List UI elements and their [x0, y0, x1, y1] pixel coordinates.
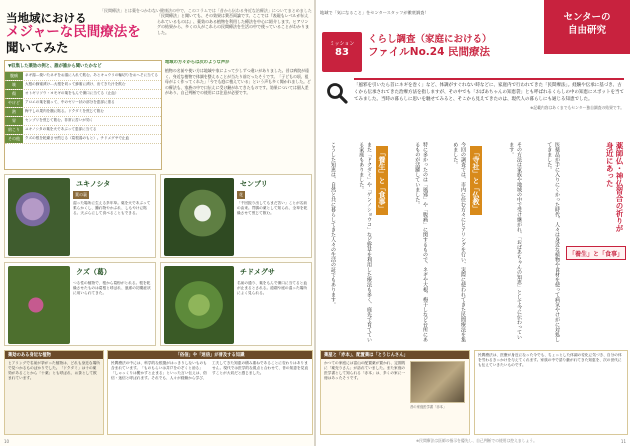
vertical-paragraph: 特に多かったのは「風邪」や「腹痛」に関するもので、ネギや大根、梅干しなど台所にあるものが活躍していました。: [414, 142, 428, 342]
right-page: [316, 0, 630, 446]
medicinal-plants-box: [4, 350, 104, 435]
mission-number: 83: [335, 47, 349, 58]
folk-belief-title: 「俗信」や「迷信」が普及する知識: [108, 351, 312, 359]
vertical-paragraph: また「ドクダミ」や「ゲンノショウコ」など野草を利用した療法も多く、庭先で育てている家庭もありました。: [358, 142, 372, 342]
folk-belief-text: 民間療法の中には、科学的な根拠がはっきりしないものも含まれています。「ものもらいは井戸をのぞくと治る」「しゃっくりは驚かすと止まる」といった言い伝えは、俗信・迷信と呼ばれます。それでも、人々が経験から学び、工夫してきた知恵の積み重ねであることに変わりはありません。現代では医学的な視点と合わせて、昔の知恵を見直すことが大切だと感じました。: [111, 361, 309, 381]
vertical-paragraph: こうした知恵は、自然と共に暮らしてきた人々の生活の証でもあります。: [330, 142, 336, 307]
plant-card-yukinoshita: [4, 174, 156, 258]
closing-box: [474, 350, 628, 435]
remedy-row: [5, 135, 161, 144]
plant-description: 湿った場所に生える多年草。葉を火であぶって柔らかくし、腫れ物やかぶれ、しもやけに貼る。天ぷらにして食べることもできる。: [73, 201, 151, 216]
mission-label: ミッション: [329, 41, 355, 47]
plant-photo: [8, 266, 70, 344]
center-badge-line1: センターの: [563, 12, 611, 23]
page-number-left: 10: [4, 439, 10, 444]
plant-card-chidomegusa: [160, 262, 312, 346]
remedy-list-heading: ▼収集した薬効の例と、誰が誰から聞いたかなど: [5, 61, 161, 72]
medicine-seller-text: かつての家庭には富山の配置薬が置かれ、定期的に「薬売りさん」が訪れていました。また家庭の医学書として知られる「赤本」は、多くの家に一冊はあったそうです。: [324, 361, 406, 381]
plant-caption: 葉の裏: [75, 192, 87, 197]
vertical-paragraph: その方法は家族や地域の中で受け継がれ、「おばあちゃんの知恵」として今に伝わっています。: [508, 142, 522, 340]
center-badge-line2: 自由研究: [567, 24, 606, 36]
remedy-text: オトギリソウ・ヨモギの葉をもんで傷口に当てる（止血）: [25, 91, 119, 95]
plant-name: クズ（葛）: [73, 267, 114, 277]
remedy-category: 咳: [5, 81, 23, 89]
left-page: [0, 0, 314, 446]
plant-name: ユキノシタ: [73, 179, 113, 189]
side-heading-boxed: 「養生」と「食事」: [566, 246, 626, 260]
medicinal-plants-text: ヒアリングで名前が挙がった植物は、どれも身近な場所で見つかるものばかりでした。「ドクダミ」は十の薬効があることから「十薬」とも呼ばれ、お茶として飲まれています。: [8, 361, 100, 381]
closing-text: 民間療法は、医療が身近になった今でも、ちょっとした体調の変化に気づき、自分の体を労わるきっかけを与えてくれます。家族の中で語り継がれてきた知恵を、次の世代にも伝えていきたいものです。: [478, 353, 622, 368]
remedy-row: [5, 108, 161, 117]
vertical-paragraph: 医薬品が手に入りにくかった時代、人々は身近な植物や食材を使って病気やけがに対処してきました。: [546, 142, 560, 342]
plant-photo: [164, 266, 234, 344]
folk-belief-box: [107, 350, 313, 435]
plant-description: つる性の植物で、根から葛粉がとれる。根を乾燥させたものは葛根と呼ばれ、風邪の初期症状に用いられてきた。: [73, 281, 151, 296]
remedy-row: [5, 72, 161, 81]
remedy-text: アロエの葉を割って、中のゼリー状の部分を患部に塗る: [25, 100, 115, 104]
left-header-line: 「民間療法」とは薬をつかわない健康法の中で、このコラムでは「昔から伝わる身近な治療法」についてまとめました: [100, 8, 312, 13]
medicinal-plants-title: 薬効のある身近な植物: [5, 351, 103, 359]
magnifier-icon: [326, 82, 348, 104]
vertical-subhead: 「寺社」と「仏教」: [470, 146, 482, 215]
remedy-row: [5, 117, 161, 126]
intro-text: 「民間療法」と聞いても、その効果は賛否両論です。ここでは『表現もレベルが伝えられているものは』、薬効のある植物を利用した療法を中心に紹介します。ヒアリングの結果から、多くの人がこれらの民間療法を生活の中で使っていることがわかりました。: [157, 13, 309, 35]
side-column-subhead: 地域の方々からは次のような声が: [165, 60, 230, 65]
file-title-line1: くらし調査（家庭における）: [368, 34, 492, 45]
page-number-right: 11: [620, 439, 626, 444]
remedy-row: [5, 99, 161, 108]
plant-card-senburi: [160, 174, 312, 258]
remedy-text: 梅干しの果肉を額に貼る。ドクダミを煎じて飲む: [25, 109, 104, 113]
medicine-seller-box: [320, 350, 470, 435]
remedy-category: 熱: [5, 108, 23, 116]
plant-photo: [164, 178, 234, 256]
plant-description: 「千回振り出してもまだ苦い」ことが名前の由来。胃腸の薬として知られ、全草を乾燥させて煎じて飲む。: [237, 201, 308, 216]
remedy-row: [5, 90, 161, 99]
plant-name: センブリ: [237, 179, 271, 189]
remedy-category: 胃: [5, 117, 23, 125]
remedy-row: [5, 126, 161, 135]
remedy-text: 大根の蜂蜜漬け…大根を切って蜂蜜に漬け、出てきた汁を飲む: [25, 82, 126, 86]
remedy-list-box: [4, 60, 162, 170]
file-title-line2: ファイルNo.24 民間療法: [368, 46, 491, 59]
remedy-text: ユキノシタの葉を火であぶって患部に当てる: [25, 127, 97, 131]
footnote: ※民間療法は医師の指示を優先し、自己判断での使用は控えましょう。: [416, 438, 537, 443]
lead-box: [354, 78, 624, 136]
remedy-category: その他: [5, 135, 23, 143]
lead-text: 「風邪を引いたら首にネギを巻く」など、体調がすぐれない時などに、家庭内で行われてきた「民間療法」。経験や伝承に基づき、古くから伝承されてきた治療方法を指しますが、その中でも「おばあちゃんの知恵袋」とも呼ばれるくらしの中の知恵にスポットを当ててみました。当時の暮らしに思いを馳せてみると、そこから見えてきたのは、現代人の暮らしにも通じる知恵でした。: [354, 83, 624, 102]
remedy-category: やけど: [5, 99, 23, 107]
plant-caption: 花: [239, 192, 243, 197]
right-header-line: 地域で「気になること」をセンタースタッフが徹底調査！: [320, 10, 429, 15]
remedy-row: [5, 81, 161, 90]
remedy-text: ネギ湯…焼いたネギをお湯に入れて飲む。あとキュウリの輪切りをおへそに当てる: [25, 73, 158, 77]
red-book-photo: [410, 361, 465, 403]
plant-photo: [8, 178, 70, 256]
plant-name: チドメグサ: [237, 267, 278, 277]
lead-note: ※記載内容はあくまでもセンター独自調査の結果です。: [530, 105, 624, 111]
vertical-paragraph: 今回の調査では、市内に住む方々にヒアリングを行い、実際に使われてきた民間療法を集めました。: [452, 142, 466, 342]
side-heading-vertical: 薬師仏・神仏習合の祈りが身近にあった: [605, 142, 624, 232]
remedy-text: センブリを煎じて飲む。非常に苦いが効く: [25, 118, 94, 122]
main-title-line3: 聞いてみた: [6, 39, 69, 55]
remedy-category: 肩こり: [5, 126, 23, 134]
main-title-line1: 当地域における: [6, 11, 87, 25]
side-column-body: 植物の名前や使い方は地域や家によって少しずつ違いがありました。昔は病院が遠く、身近な植物で体調を整えることが当たり前だったそうです。「子どもの頃、祖母がよく作ってくれた」「今でも庭に植えている」という声も多く聞かれました。どの療法も、家族の中で口伝えに受け継がれてきたものです。効果については個人差があり、自己判断での使用には注意が必要です。: [165, 68, 311, 96]
vertical-text-area: [320, 142, 560, 342]
red-book-caption: 昔の家庭医学書「赤本」: [410, 405, 447, 409]
medicine-seller-title: 薬屋と「赤本」、配置薬は「とうじんさん」: [321, 351, 469, 359]
remedy-category: 傷: [5, 90, 23, 98]
remedy-category: 腹痛: [5, 72, 23, 80]
mission-badge: [322, 32, 362, 72]
remedy-text: クズの根を乾燥させ煎じる（葛根湯のもと）。チドメグサで止血: [25, 136, 130, 140]
vertical-subhead: 「養生」と「食事」: [376, 146, 388, 215]
plant-description: 名前の通り、葉をもんで傷口に当てると血が止まるとされる。道端や庭の湿った場所によく見られる。: [237, 281, 308, 296]
center-research-badge: [544, 0, 630, 54]
plant-card-kuzu: [4, 262, 156, 346]
main-title-line2: メジャーな民間療法を: [6, 24, 141, 41]
side-column-text: [165, 60, 311, 170]
main-title: [6, 12, 156, 55]
file-title: [368, 34, 538, 60]
